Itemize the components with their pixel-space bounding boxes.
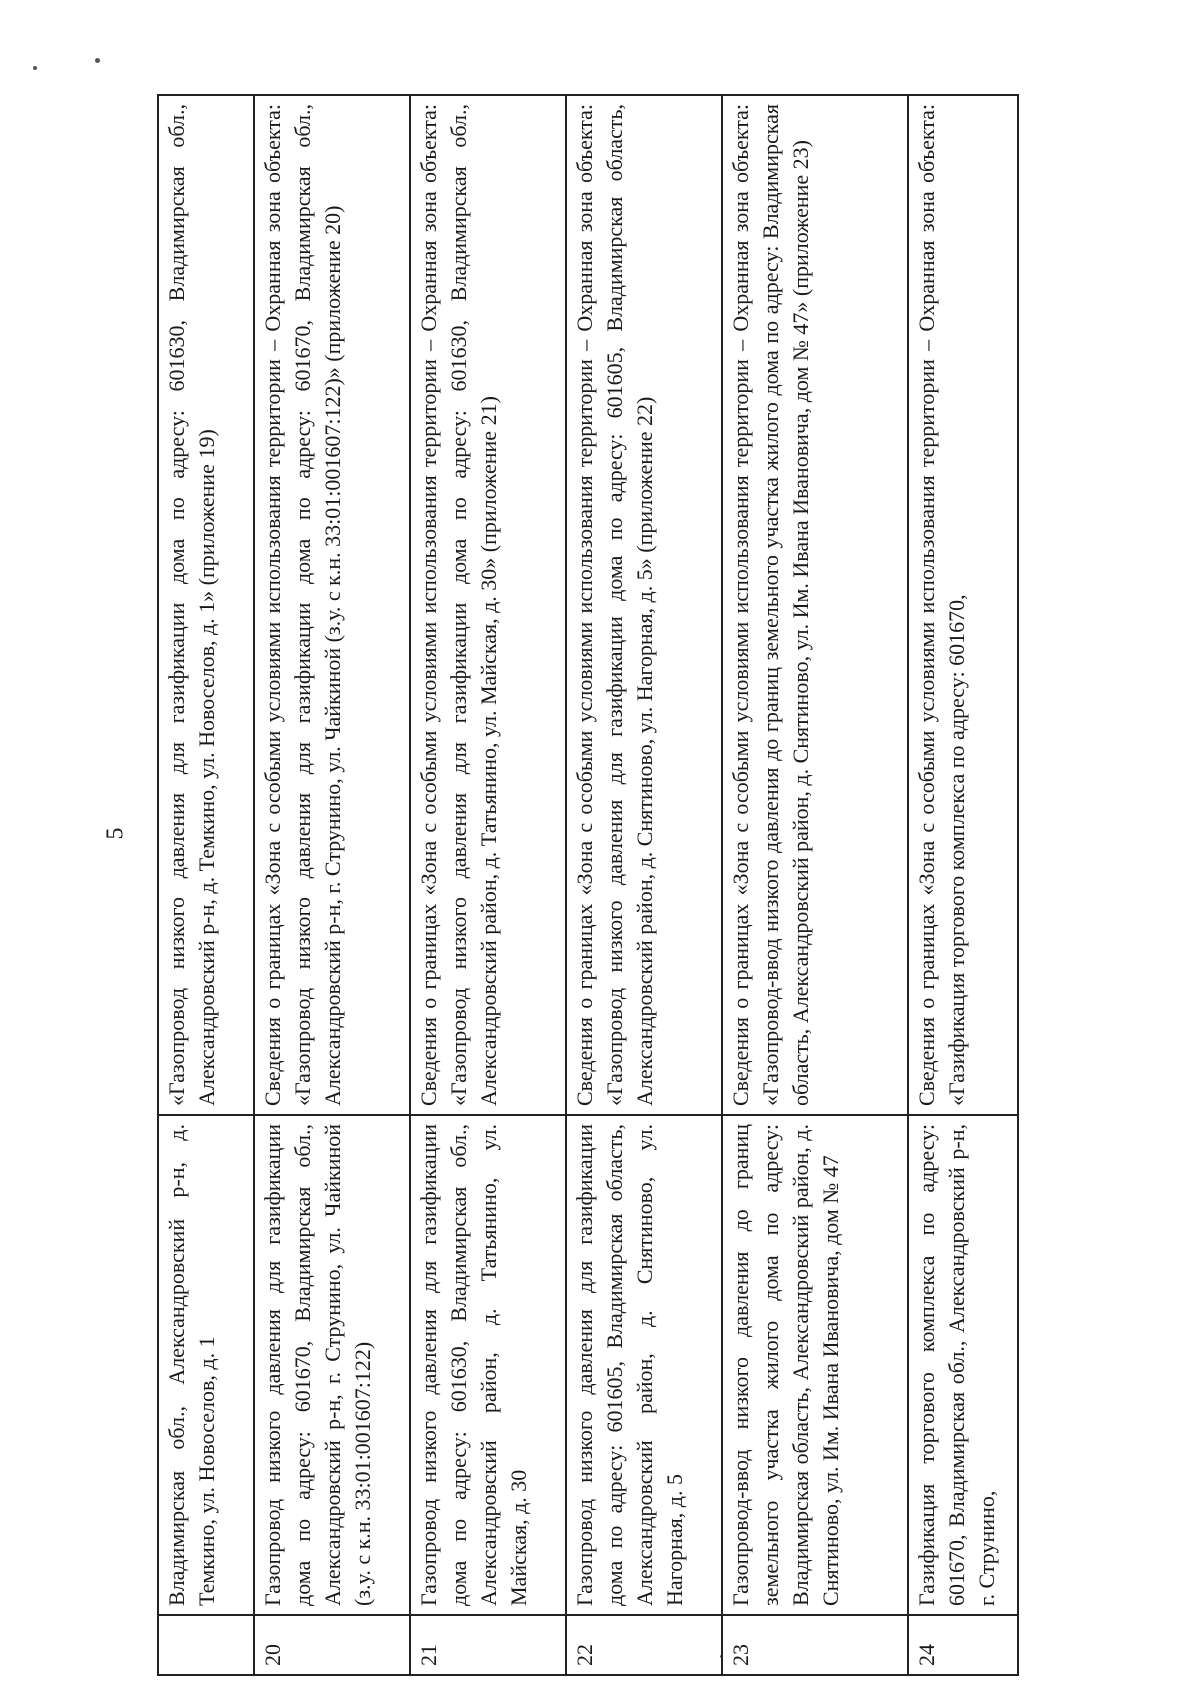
table-row xyxy=(722,95,908,1675)
page-number: 5 xyxy=(102,827,129,840)
scan-speck xyxy=(95,58,100,63)
table-row xyxy=(908,95,1018,1675)
row-number: 22 xyxy=(566,1615,722,1675)
table-row xyxy=(566,95,722,1675)
object-description: Владимирская обл., Александровский р-н, д. Темкино, ул. Новоселов, д. 1 xyxy=(158,1115,254,1615)
registry-table xyxy=(157,94,1019,1676)
zone-information: Сведения о границах «Зона с особыми условиями использования территории – Охранная зона объекта: «Газификация торгового комплекса по адресу: 601670, xyxy=(908,95,1018,1115)
object-description: Газопровод низкого давления для газификации дома по адресу: 601670, Владимирская обл., Александровский р-н, г. Струнино, ул. Чайкиной (з.у. с к.н. 33:01:001607:122) xyxy=(254,1115,410,1615)
object-description: Газификация торгового комплекса по адресу: 601670, Владимирская обл., Александровский р-н, г. Струнино, xyxy=(908,1115,1018,1615)
rotated-page-content xyxy=(157,96,1017,1676)
row-number: 21 xyxy=(410,1615,566,1675)
zone-information: Сведения о границах «Зона с особыми условиями использования территории – Охранная зона объекта: «Газопровод-ввод низкого давления до границ земельного участка жилого дома по адресу: Владимирская область, Александровский район, д. Снятиново, ул. Им. Ивана Ивановича, дом № 47» (приложение 23) xyxy=(722,95,908,1115)
object-description: Газопровод низкого давления для газификации дома по адресу: 601630, Владимирская обл., Александровский район, д. Татьянино, ул. Майская, д. 30 xyxy=(410,1115,566,1615)
row-number: 23 xyxy=(722,1615,908,1675)
scan-speck xyxy=(33,66,37,70)
table-row xyxy=(254,95,410,1675)
row-number: 20 xyxy=(254,1615,410,1675)
zone-information: «Газопровод низкого давления для газификации дома по адресу: 601630, Владимирская обл., Александровский р-н, д. Темкино, ул. Новоселов, д. 1» (приложение 19) xyxy=(158,95,254,1115)
table-row xyxy=(410,95,566,1675)
row-number xyxy=(158,1615,254,1675)
zone-information: Сведения о границах «Зона с особыми условиями использования территории – Охранная зона объекта: «Газопровод низкого давления для газификации дома по адресу: 601605, Владимирская область, Александровский район, д. Снятиново, ул. Нагорная, д. 5» (приложение 22) xyxy=(566,95,722,1115)
table-row xyxy=(158,95,254,1675)
zone-information: Сведения о границах «Зона с особыми условиями использования территории – Охранная зона объекта: «Газопровод низкого давления для газификации дома по адресу: 601670, Владимирская обл., Александровский р-н, г. Струнино, ул. Чайкиной (з.у. с к.н. 33:01:001607:122)» (приложение 20) xyxy=(254,95,410,1115)
row-number: 24 xyxy=(908,1615,1018,1675)
zone-information: Сведения о границах «Зона с особыми условиями использования территории – Охранная зона объекта: «Газопровод низкого давления для газификации дома по адресу: 601630, Владимирская обл., Александровский район, д. Татьянино, ул. Майская, д. 30» (приложение 21) xyxy=(410,95,566,1115)
object-description: Газопровод-ввод низкого давления до границ земельного участка жилого дома по адресу: Владимирская область, Александровский район, д. Снятиново, ул. Им. Ивана Ивановича, дом № 47 xyxy=(722,1115,908,1615)
object-description: Газопровод низкого давления для газификации дома по адресу: 601605, Владимирская область, Александровский район, д. Снятиново, ул. Нагорная, д. 5 xyxy=(566,1115,722,1615)
